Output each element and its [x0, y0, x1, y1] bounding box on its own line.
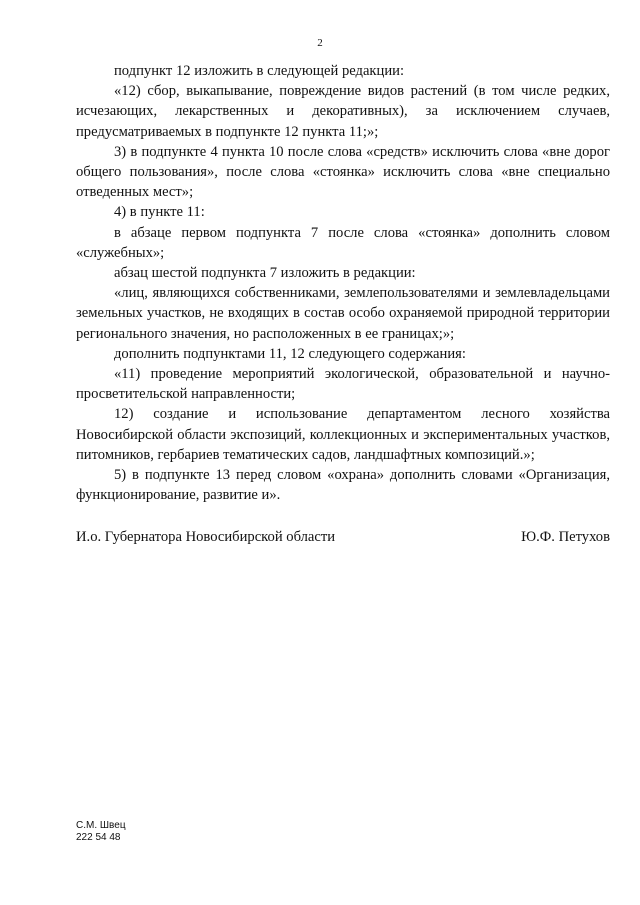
paragraph: 4) в пункте 11: — [114, 204, 205, 221]
paragraph: «12) сбор, выкапывание, повреждение видов растений (в том числе редких, исчезающих, лекарственных и декоративных), за исключением случаев, предусматриваемых в подпункте 12 пункта 11;»; — [76, 83, 610, 140]
executor-info — [76, 820, 126, 844]
document-body — [76, 61, 610, 505]
signature-block — [76, 527, 610, 547]
executor-phone: 222 54 48 — [76, 832, 121, 843]
paragraph: абзац шестой подпункта 7 изложить в редакции: — [114, 265, 416, 282]
paragraph: 5) в подпункте 13 перед словом «охрана» дополнить словами «Организация, функционирование, развитие и». — [76, 467, 610, 504]
signatory-position: И.о. Губернатора Новосибирской области — [76, 529, 336, 545]
paragraph: 3) в подпункте 4 пункта 10 после слова «средств» исключить слова «вне дорог общего пользования», после слова «стоянка» исключить слова «вне специально отведенных мест»; — [76, 143, 610, 201]
executor-name: С.М. Швец — [76, 820, 126, 831]
paragraph: «лиц, являющихся собственниками, землепользователями и землевладельцами земельных участков, не входящих в состав особо охраняемой природной территории регионального значения, но расположенных в ее границах;»; — [76, 285, 610, 342]
page-number: 2 — [317, 37, 323, 49]
paragraph: в абзаце первом подпункта 7 после слова «стоянка» дополнить словом «служебных»; — [76, 224, 610, 261]
signatory-name: Ю.Ф. Петухов — [521, 529, 610, 545]
paragraph: 12) создание и использование департаментом лесного хозяйства Новосибирской области экспозиций, коллекционных и экспериментальных участков, питомников, гербариев тематических садов, ландшафтных композиций.»; — [76, 406, 610, 463]
paragraph: подпункт 12 изложить в следующей редакции: — [114, 63, 405, 79]
paragraph: «11) проведение мероприятий экологической, образовательной и научно-просветительской направленности; — [76, 366, 610, 403]
paragraph: дополнить подпунктами 11, 12 следующего содержания: — [114, 345, 466, 362]
